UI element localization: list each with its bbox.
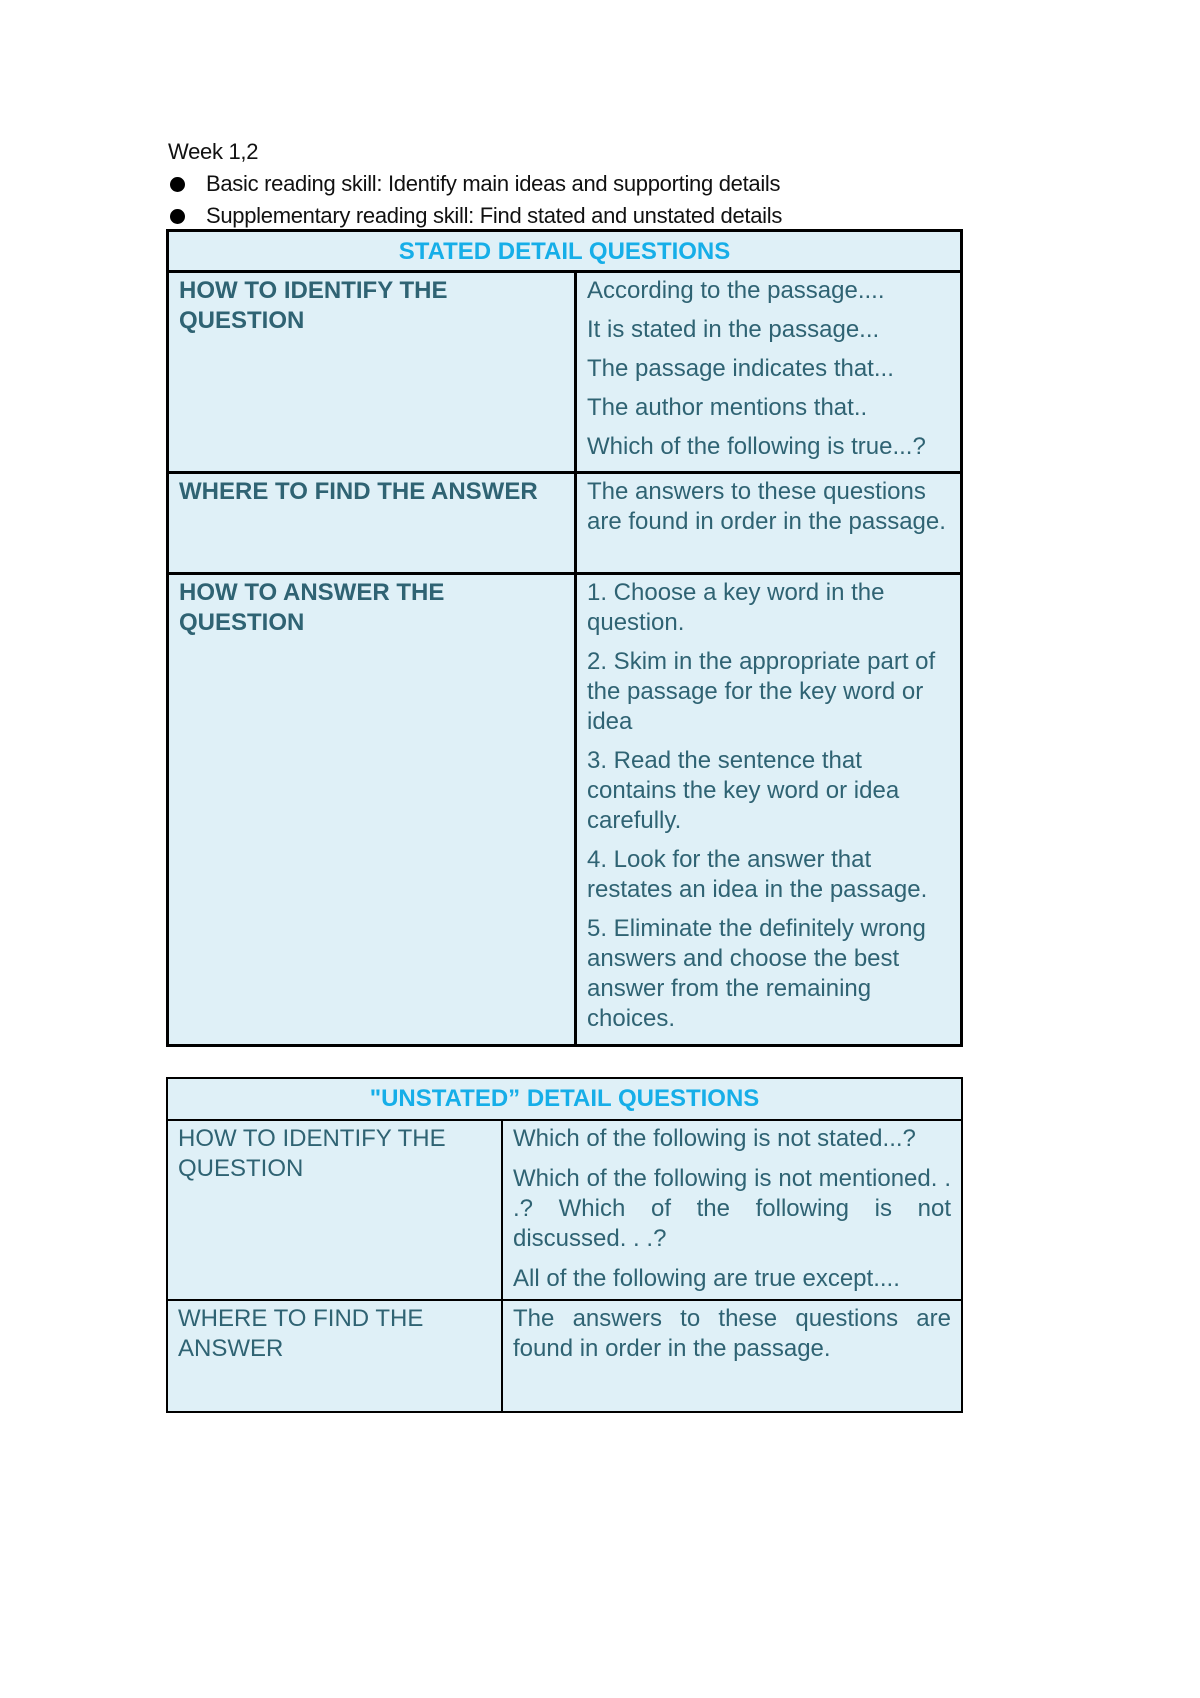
table-header-row xyxy=(167,1078,962,1120)
content-line: The author mentions that.. xyxy=(587,394,868,421)
bullet-text: Basic reading skill: Identify main ideas and supporting details xyxy=(206,171,781,196)
content-line: Which of the following is not mentioned. . .? Which of the following is not discussed. . .? xyxy=(513,1165,951,1252)
bullet-icon xyxy=(170,177,185,192)
row-label: HOW TO IDENTIFY THE QUESTION xyxy=(168,272,576,473)
bullet-item xyxy=(168,168,782,200)
row-content xyxy=(502,1300,962,1412)
content-line: Which of the following is true...? xyxy=(587,433,926,460)
intro-section xyxy=(168,136,782,232)
row-label: HOW TO IDENTIFY THE QUESTION xyxy=(167,1120,502,1300)
bullet-icon xyxy=(170,209,185,224)
content-line: 3. Read the sentence that contains the key word or idea carefully. xyxy=(587,747,900,834)
content-line: The answers to these questions are found in order in the passage. xyxy=(513,1305,951,1362)
table-title: "UNSTATED” DETAIL QUESTIONS xyxy=(167,1078,962,1120)
week-title: Week 1,2 xyxy=(168,139,259,164)
row-content xyxy=(502,1120,962,1300)
table-title: STATED DETAIL QUESTIONS xyxy=(168,231,962,272)
table-row xyxy=(167,1120,962,1300)
table-row xyxy=(168,272,962,473)
table-row xyxy=(168,473,962,574)
table-row xyxy=(167,1300,962,1412)
table-row xyxy=(168,574,962,1046)
row-content xyxy=(576,272,962,473)
bullet-item xyxy=(168,200,782,232)
content-line: All of the following are true except.... xyxy=(513,1265,900,1292)
content-line: It is stated in the passage... xyxy=(587,316,880,343)
row-content xyxy=(576,574,962,1046)
content-line: 4. Look for the answer that restates an idea in the passage. xyxy=(587,846,928,903)
content-line: According to the passage.... xyxy=(587,277,885,304)
row-label: WHERE TO FIND THE ANSWER xyxy=(168,473,576,574)
content-line: 1. Choose a key word in the question. xyxy=(587,579,885,636)
content-line: 2. Skim in the appropriate part of the passage for the key word or idea xyxy=(587,648,936,735)
content-line: The passage indicates that... xyxy=(587,355,894,382)
content-line: 5. Eliminate the definitely wrong answers and choose the best answer from the remaining choices. xyxy=(587,915,926,1032)
row-label: HOW TO ANSWER THE QUESTION xyxy=(168,574,576,1046)
content-line: Which of the following is not stated...? xyxy=(513,1125,916,1152)
row-content xyxy=(576,473,962,574)
unstated-detail-table xyxy=(166,1077,963,1413)
stated-detail-table xyxy=(166,229,963,1047)
bullet-text: Supplementary reading skill: Find stated and unstated details xyxy=(206,203,783,228)
row-label: WHERE TO FIND THE ANSWER xyxy=(167,1300,502,1412)
table-header-row xyxy=(168,231,962,272)
content-line: The answers to these questions are found in order in the passage. xyxy=(587,478,946,535)
